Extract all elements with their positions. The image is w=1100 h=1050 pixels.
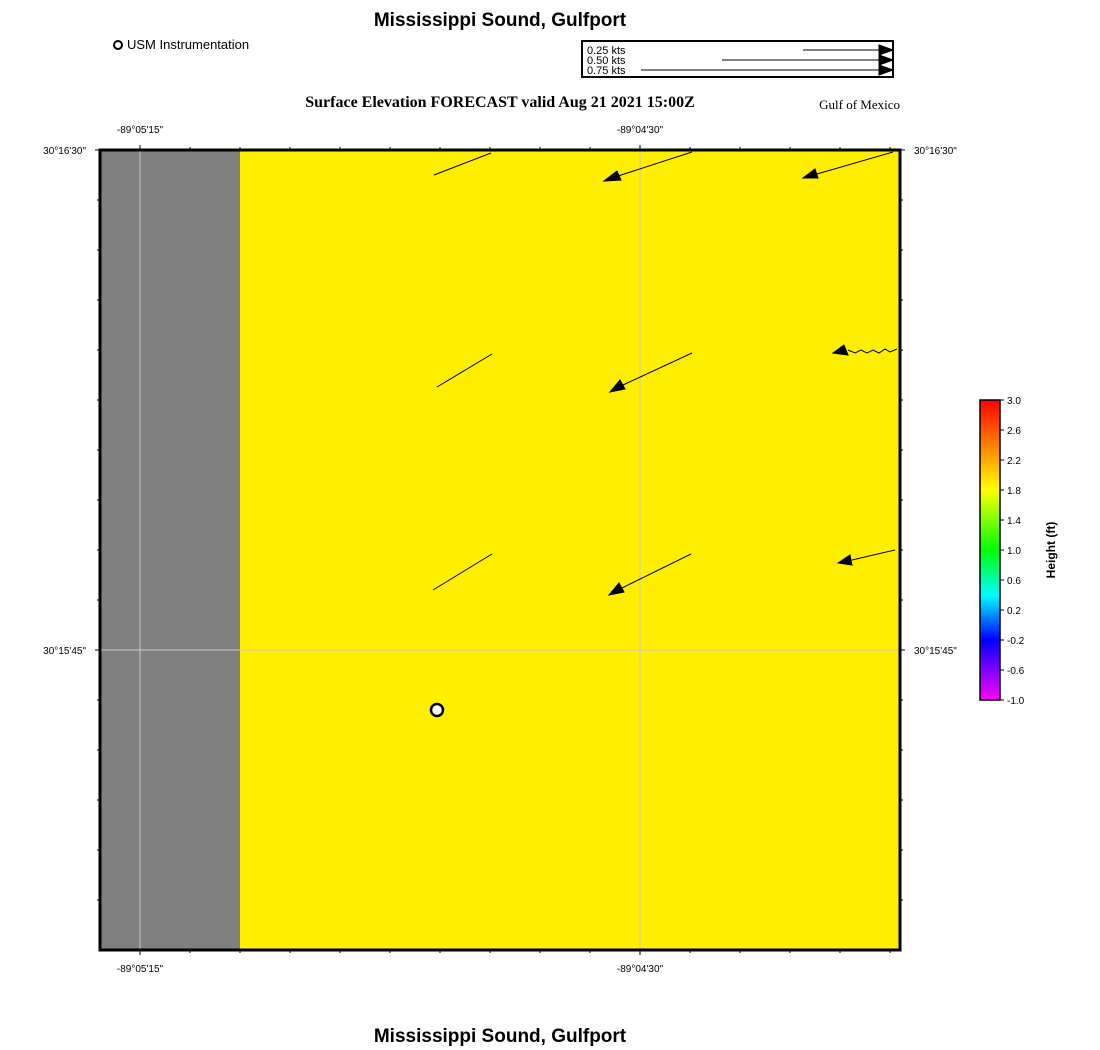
colorbar-tick: -0.2	[1007, 636, 1025, 647]
forecast-subtitle: Surface Elevation FORECAST valid Aug 21 2021 15:00Z	[305, 94, 695, 111]
colorbar-tick: 0.6	[1007, 576, 1021, 587]
lon-label-top-1: -89°05'15"	[116, 125, 164, 136]
colorbar-tick: 1.8	[1007, 486, 1021, 497]
lat-label-right-2: 30°15'45"	[914, 646, 957, 657]
lon-label-top-2: -89°04'30"	[616, 125, 664, 136]
colorbar-tick: 2.2	[1007, 456, 1021, 467]
colorbar	[970, 390, 1070, 710]
lat-label-left-1: 30°16'30"	[43, 146, 86, 157]
ref-vector-label-075: 0.75 kts	[587, 65, 626, 77]
ref-vector-label-025: 0.25 kts	[587, 45, 626, 57]
ref-vector-label-050: 0.50 kts	[587, 55, 626, 67]
region-label: Gulf of Mexico	[819, 97, 900, 112]
colorbar-label: Height (ft)	[1044, 521, 1058, 579]
lat-label-left-2: 30°15'45"	[43, 646, 86, 657]
colorbar-tick: 2.6	[1007, 426, 1021, 437]
footer-title: Mississippi Sound, Gulfport	[373, 1026, 627, 1047]
colorbar-tick: 1.4	[1007, 516, 1021, 527]
lon-label-bottom-2: -89°04'30"	[616, 964, 664, 975]
land-area	[100, 150, 240, 950]
instrument-station-icon[interactable]	[431, 704, 443, 716]
lat-label-right-1: 30°16'30"	[914, 146, 957, 157]
map-title: Mississippi Sound, Gulfport	[373, 10, 627, 31]
instrument-legend-label: USM Instrumentation	[127, 37, 250, 52]
lon-label-bottom-1: -89°05'15"	[116, 964, 164, 975]
colorbar-tick: 0.2	[1007, 606, 1021, 617]
colorbar-tick: 1.0	[1007, 546, 1021, 557]
colorbar-tick: -1.0	[1007, 696, 1025, 707]
colorbar-tick: 3.0	[1007, 396, 1021, 407]
colorbar-scale	[980, 400, 1000, 700]
colorbar-tick: -0.6	[1007, 666, 1025, 677]
